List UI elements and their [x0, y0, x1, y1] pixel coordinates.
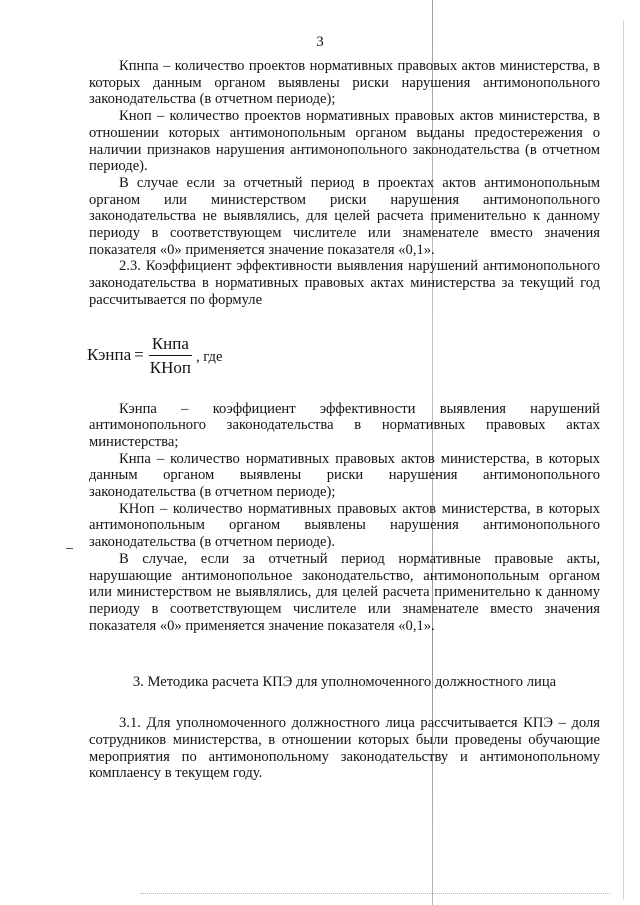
- document-body: [89, 58, 600, 782]
- paragraph-3-1: 3.1. Для уполномоченного должностного лица рассчитывается КПЭ – доля сотрудников министерства, в отношении которых были проведены обучающие мероприятия по антимонопольному законодательству и антимонопольному комплаенсу в текущем году.: [89, 715, 600, 782]
- paragraph-kpnpa-definition: Кпнпа – количество проектов нормативных правовых актов министерства, в которых данным органом выявлены риски нарушения антимонопольного законодательства (в отчетном периоде);: [89, 58, 600, 108]
- paragraph-knpa-definition: Кнпа – количество нормативных правовых актов министерства, в которых данным органом выявлены риски нарушения антимонопольного законодательства (в отчетном периоде);: [89, 450, 600, 501]
- scan-artifact-mark: [66, 548, 73, 549]
- paragraph-2-3: 2.3. Коэффициент эффективности выявления нарушений антимонопольного законодательства в нормативных правовых актах министерства за текущий год рассчитывается по формуле: [89, 258, 600, 308]
- formula-suffix: , где: [195, 349, 223, 366]
- paragraph-knop2-definition: КНоп – количество нормативных правовых актов министерства, в которых антимонопольным органом выявлены нарушения антимонопольного законодательства (в отчетном периоде).: [89, 500, 600, 551]
- scan-artifact-dots: [140, 893, 610, 895]
- formula-equals: =: [134, 345, 144, 365]
- paragraph-zero-rule: В случае если за отчетный период в проектах актов антимонопольным органом или министерством риски нарушения антимонопольного законодательства не выявлялись, для целей расчета применительно к данному периоду в соответствующем числителе или знаменателе вместо значения показателя «0» применяется значение показателя «0,1».: [89, 174, 600, 258]
- paragraph-zero-rule-2: В случае, если за отчетный период нормативные правовые акты, нарушающие антимонопольное законодательство, антимонопольным органом или министерством не выявлялись, для целей расчета применительно к данному периоду в соответствующем числителе или знаменателе вместо значения показателя «0» применяется значение показателя «0,1».: [89, 550, 600, 634]
- section-heading: 3. Методика расчета КПЭ для уполномоченного должностного лица: [132, 674, 557, 691]
- formula-fraction: [147, 333, 194, 378]
- formula: [87, 333, 600, 379]
- formula-result-name: Кэнпа: [87, 345, 132, 365]
- paragraph-knop-definition: Кноп – количество проектов нормативных правовых актов министерства, в отношении которых антимонопольным органом выданы предостережения о наличии признаков нарушения антимонопольного законодательства (в отчетном периоде).: [89, 108, 600, 175]
- page-number: 3: [316, 34, 324, 50]
- paragraph-kenpa-definition: Кэнпа – коэффициент эффективности выявления нарушений антимонопольного законодательства в нормативных правовых актах министерства;: [89, 400, 600, 450]
- scan-artifact-line-right: [623, 20, 624, 900]
- formula-numerator: Кнпа: [149, 333, 192, 356]
- formula-denominator: КНоп: [149, 358, 191, 378]
